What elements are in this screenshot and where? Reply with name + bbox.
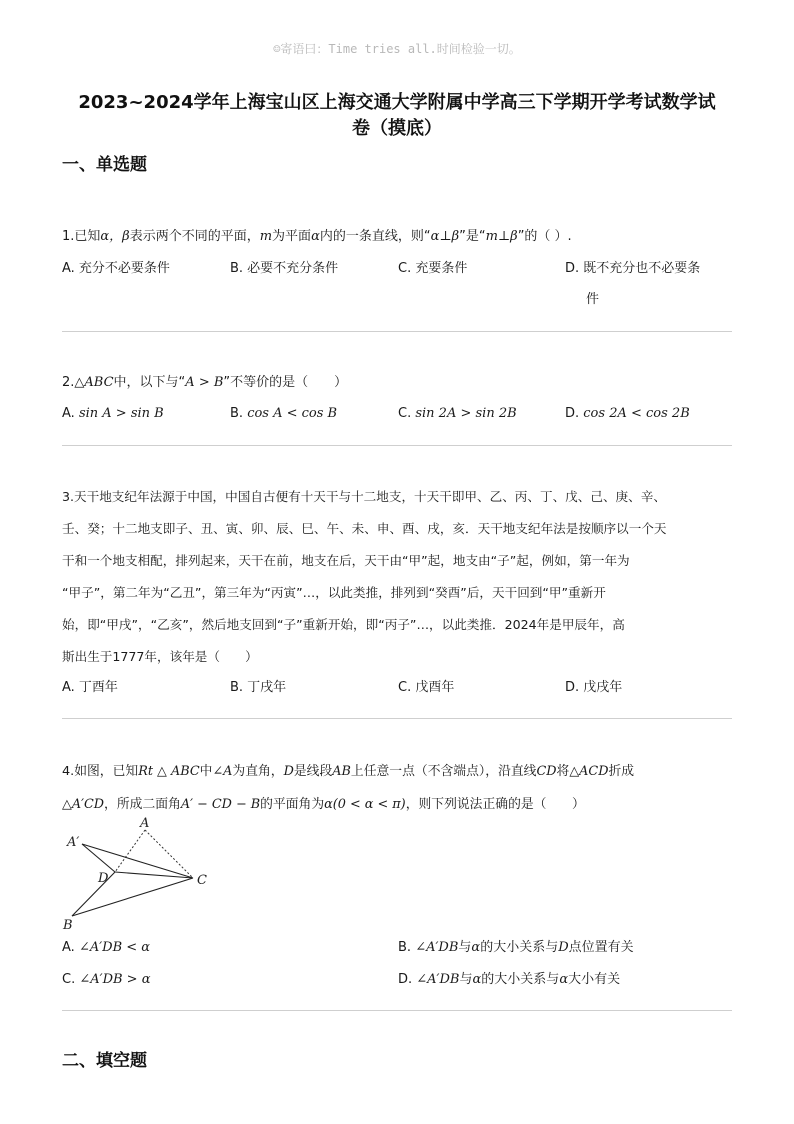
q2-option-a[interactable]: A. sin A > sin B — [62, 406, 164, 421]
label-d: D — [98, 871, 109, 886]
q3-option-d[interactable]: D. 戊戌年 — [565, 680, 623, 695]
edge-a-prime-d — [82, 844, 115, 872]
dashed-edge-ad — [115, 830, 145, 872]
q4-line-1: 4.如图，已知Rt △ ABC中∠A为直角，D是线段AB上任意一点（不含端点），沿直线CD将△ACD折成 — [62, 764, 635, 779]
title-line-2: 卷（摸底） — [352, 118, 442, 139]
question-4-options — [62, 934, 732, 994]
title-line-1: 2023~2024学年上海宝山区上海交通大学附属中学高三下学期开学考试数学试 — [78, 92, 716, 113]
q4-option-b[interactable]: B. ∠A′DB与α的大小关系与D点位置有关 — [398, 940, 634, 955]
label-c: C — [197, 873, 207, 888]
label-a-prime: A′ — [67, 835, 80, 850]
q3-option-b[interactable]: B. 丁戌年 — [230, 680, 287, 695]
divider — [62, 718, 732, 719]
edge-dc — [115, 872, 193, 878]
question-4-stem — [62, 755, 752, 821]
q4-option-c[interactable]: C. ∠A′DB > α — [62, 972, 151, 987]
q4-option-d[interactable]: D. ∠A′DB与α的大小关系与α大小有关 — [398, 972, 621, 987]
q3-option-c[interactable]: C. 戊酉年 — [398, 680, 455, 695]
question-1-options — [62, 255, 732, 315]
section-heading-fill-blank: 二、填空题 — [62, 1051, 147, 1071]
question-3-options — [62, 674, 732, 702]
q3-line: 壬、癸；十二地支即子、丑、寅、卯、辰、巳、午、未、申、酉、戌，亥．天干地支纪年法是按顺序以一个天 — [62, 521, 667, 536]
q2-option-b[interactable]: B. cos A < cos B — [230, 406, 338, 421]
page-motto: ☺寄语曰：Time tries all.时间检验一切。 — [273, 42, 521, 56]
q4-line-2: △A′CD，所成二面角A′ − CD − B的平面角为α(0 < α < π)，则下列说法正确的是（ ） — [62, 797, 585, 812]
divider — [62, 445, 732, 446]
q3-line: 3.天干地支纪年法源于中国，中国自古便有十天干与十二地支，十天干即甲、乙、丙、丁、戊、己、庚、辛、 — [62, 489, 666, 504]
q3-line: 干和一个地支相配，排列起来，天干在前，地支在后，天干由“甲”起，地支由“子”起，例如，第一年为 — [62, 553, 630, 568]
question-2-options — [62, 400, 732, 428]
divider — [62, 1010, 732, 1011]
question-1-stem: 1.已知α，β表示两个不同的平面，m为平面α内的一条直线，则“α⊥β”是“m⊥β”的（ ）. — [62, 229, 572, 244]
divider — [62, 331, 732, 332]
q3-line: 斯出生于1777年，该年是（ ） — [62, 649, 258, 664]
q1-option-d[interactable]: D. 既不充分也不必要条 件 — [565, 261, 701, 307]
page-title — [40, 90, 754, 142]
q3-option-a[interactable]: A. 丁酉年 — [62, 680, 118, 695]
q1-option-a[interactable]: A. 充分不必要条件 — [62, 261, 170, 276]
q1-option-c[interactable]: C. 充要条件 — [398, 261, 468, 276]
q3-line: 始，即“甲戌”，“乙亥”，然后地支回到“子”重新开始，即“丙子”…，以此类推．2024年是甲辰年，高 — [62, 617, 625, 632]
q2-option-c[interactable]: C. sin 2A > sin 2B — [398, 406, 517, 421]
q2-option-d[interactable]: D. cos 2A < cos 2B — [565, 406, 690, 421]
label-a: A — [140, 816, 150, 831]
q4-option-a[interactable]: A. ∠A′DB < α — [62, 940, 151, 955]
q1-option-b[interactable]: B. 必要不充分条件 — [230, 261, 339, 276]
q3-line: “甲子”，第二年为“乙丑”，第三年为“丙寅”…，以此类推，排列到“癸酉”后，天干回到“甲”重新开 — [62, 585, 606, 600]
question-3-stem — [62, 481, 742, 673]
label-b: B — [63, 918, 73, 933]
question-2-stem: 2.△ABC中，以下与“A > B”不等价的是（ ） — [62, 375, 348, 390]
section-heading-single-choice: 一、单选题 — [62, 155, 147, 175]
geometry-figure — [60, 816, 220, 936]
